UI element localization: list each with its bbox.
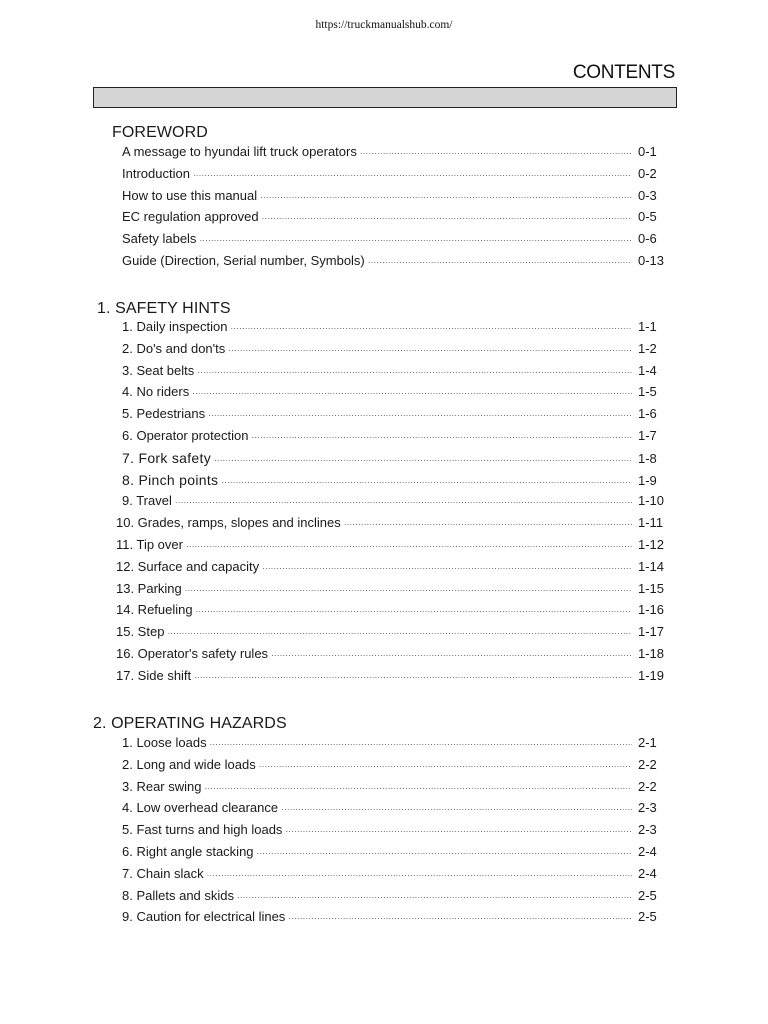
toc-entry[interactable]: [116, 602, 670, 624]
toc-entry-page: 0-1: [638, 144, 657, 159]
toc-entry-page: 0-13: [638, 252, 665, 268]
toc-entry-page: 1-7: [638, 427, 657, 443]
toc-entry[interactable]: [122, 757, 670, 779]
toc-entry[interactable]: [122, 822, 670, 844]
toc-entry-title: 9. Caution for electrical lines: [122, 909, 286, 925]
toc-entry[interactable]: [122, 406, 670, 428]
toc-entry-page: 1-4: [638, 362, 657, 378]
toc-entry-title: 17. Side shift: [116, 667, 192, 683]
toc-entry-title: A message to hyundai lift truck operators: [122, 144, 357, 159]
toc-entry-title: 2. Long and wide loads: [122, 756, 256, 772]
dot-leader: [207, 871, 632, 880]
toc-entry[interactable]: [122, 779, 670, 801]
dot-leader: [221, 478, 632, 487]
toc-entry[interactable]: [122, 888, 670, 910]
dot-leader: [259, 762, 632, 771]
toc-entry[interactable]: [122, 866, 670, 888]
dot-leader: [288, 914, 632, 923]
toc-entry[interactable]: [122, 800, 670, 822]
toc-entry-title: 1. Daily inspection: [122, 319, 228, 334]
toc-entry-page: 2-2: [638, 756, 657, 772]
toc-entry[interactable]: [116, 668, 670, 690]
toc-entry-title: How to use this manual: [122, 187, 258, 203]
toc-entry-title: 2. Do's and don'ts: [122, 340, 226, 356]
dot-leader: [251, 433, 632, 442]
toc-entry-title: 7. Fork safety: [122, 449, 212, 466]
dot-leader: [210, 740, 632, 749]
toc-entry-title: 9. Travel: [122, 493, 172, 509]
toc-entry[interactable]: [122, 166, 670, 188]
dot-leader: [186, 542, 632, 551]
toc-entry-page: 1-8: [638, 450, 657, 466]
dot-leader: [192, 389, 632, 398]
toc-entry[interactable]: [122, 428, 670, 450]
toc-entry-page: 2-3: [638, 822, 657, 838]
toc-entry[interactable]: [122, 209, 670, 231]
toc-entry[interactable]: [116, 515, 670, 537]
toc-entry-title: 7. Chain slack: [122, 865, 204, 881]
toc-entry-page: 2-4: [638, 843, 657, 859]
toc-entry-title: 1. Loose loads: [122, 735, 207, 750]
toc-entry-title: 5. Pedestrians: [122, 406, 206, 422]
dot-leader: [257, 849, 632, 858]
toc-entry[interactable]: [122, 450, 670, 472]
dot-leader: [208, 411, 632, 420]
toc-entry[interactable]: [122, 844, 670, 866]
toc-entry-page: 0-3: [638, 187, 657, 203]
dot-leader: [214, 456, 632, 465]
dot-leader: [231, 324, 633, 333]
toc-entry-page: 2-4: [638, 865, 657, 881]
dot-leader: [344, 520, 632, 529]
toc-entry-title: Guide (Direction, Serial number, Symbols): [122, 252, 365, 268]
title-bar: [93, 87, 677, 108]
toc-entry[interactable]: [116, 624, 670, 646]
toc-entry[interactable]: [122, 909, 670, 931]
toc-entry-title: 6. Operator protection: [122, 427, 249, 443]
toc-entry-title: EC regulation approved: [122, 209, 259, 225]
toc-entry[interactable]: [122, 188, 670, 210]
toc-entry[interactable]: [122, 319, 670, 341]
toc-entry-title: 16. Operator's safety rules: [116, 645, 269, 661]
toc-entry-page: 2-3: [638, 800, 657, 816]
dot-leader: [271, 651, 632, 660]
toc-entry-page: 1-1: [638, 319, 657, 334]
toc-entry-page: 1-11: [638, 515, 664, 531]
dot-leader: [204, 784, 632, 793]
toc-entry[interactable]: [122, 384, 670, 406]
toc-entry[interactable]: [122, 363, 670, 385]
toc-entry[interactable]: [122, 144, 670, 166]
toc-entry-title: 5. Fast turns and high loads: [122, 822, 283, 838]
toc-entry-page: 1-10: [638, 493, 665, 509]
toc-entry-page: 1-18: [638, 645, 665, 661]
source-url[interactable]: https://truckmanualshub.com/: [315, 19, 453, 31]
toc-entry-page: 1-9: [638, 472, 657, 488]
toc-entry-title: 3. Seat belts: [122, 362, 195, 378]
toc-entry-page: 1-16: [638, 602, 665, 618]
toc-entry-title: Introduction: [122, 165, 190, 181]
toc-entry[interactable]: [122, 253, 670, 275]
toc-entry[interactable]: [116, 559, 670, 581]
section-heading-safety-hints: 1. SAFETY HINTS: [97, 300, 231, 317]
toc-entry-page: 1-15: [638, 580, 665, 596]
toc-entry[interactable]: [116, 537, 670, 559]
dot-leader: [228, 346, 632, 355]
dot-leader: [193, 171, 632, 180]
toc-entry-page: 1-19: [638, 667, 665, 683]
dot-leader: [197, 368, 632, 377]
toc-entry-title: 11. Tip over: [116, 536, 183, 552]
toc-entry-title: 3. Rear swing: [122, 778, 202, 794]
toc-entry[interactable]: [122, 472, 670, 494]
toc-entry-title: 8. Pinch points: [122, 471, 219, 488]
toc-entry[interactable]: [122, 341, 670, 363]
toc-entry-page: 0-5: [638, 209, 657, 225]
dot-leader: [194, 673, 632, 682]
toc-entry[interactable]: [122, 735, 670, 757]
toc-list-safety-hints: [116, 319, 670, 690]
dot-leader: [262, 214, 632, 223]
dot-leader: [360, 149, 632, 158]
toc-entry-title: Safety labels: [122, 231, 197, 247]
toc-entry[interactable]: [116, 646, 670, 668]
dot-leader: [262, 564, 632, 573]
toc-entry-title: 4. Low overhead clearance: [122, 800, 279, 816]
toc-entry-title: 10. Grades, ramps, slopes and inclines: [116, 515, 341, 531]
toc-entry-page: 2-5: [638, 909, 657, 925]
toc-entry-page: 0-6: [638, 231, 657, 247]
dot-leader: [281, 805, 632, 814]
toc-entry-page: 1-2: [638, 340, 657, 356]
toc-entry-title: 6. Right angle stacking: [122, 843, 254, 859]
toc-entry-title: 4. No riders: [122, 384, 190, 400]
toc-entry[interactable]: [122, 231, 670, 253]
dot-leader: [260, 193, 632, 202]
toc-entry-title: 15. Step: [116, 624, 165, 640]
toc-entry-page: 1-5: [638, 384, 657, 400]
toc-entry-page: 2-2: [638, 778, 657, 794]
toc-entry-title: 13. Parking: [116, 580, 182, 596]
dot-leader: [237, 893, 632, 902]
toc-entry-page: 1-12: [638, 536, 665, 552]
dot-leader: [196, 607, 632, 616]
toc-list-foreword: [122, 144, 670, 275]
dot-leader: [368, 258, 632, 267]
dot-leader: [199, 236, 632, 245]
section-heading-foreword: FOREWORD: [112, 124, 208, 141]
toc-entry-page: 2-1: [638, 735, 657, 750]
toc-entry-page: 1-6: [638, 406, 657, 422]
toc-entry[interactable]: [122, 493, 670, 515]
page-title: CONTENTS: [572, 62, 675, 83]
toc-entry-page: 0-2: [638, 165, 657, 181]
toc-entry-page: 1-17: [638, 624, 665, 640]
toc-entry-page: 1-14: [638, 558, 665, 574]
section-heading-operating-hazards: 2. OPERATING HAZARDS: [93, 715, 287, 732]
dot-leader: [167, 629, 632, 638]
toc-entry-title: 8. Pallets and skids: [122, 887, 235, 903]
toc-entry[interactable]: [116, 581, 670, 603]
toc-entry-page: 2-5: [638, 887, 657, 903]
dot-leader: [185, 586, 632, 595]
toc-list-operating-hazards: [122, 735, 670, 931]
dot-leader: [175, 498, 632, 507]
dot-leader: [285, 827, 632, 836]
toc-entry-title: 12. Surface and capacity: [116, 558, 260, 574]
toc-entry-title: 14. Refueling: [116, 602, 193, 618]
